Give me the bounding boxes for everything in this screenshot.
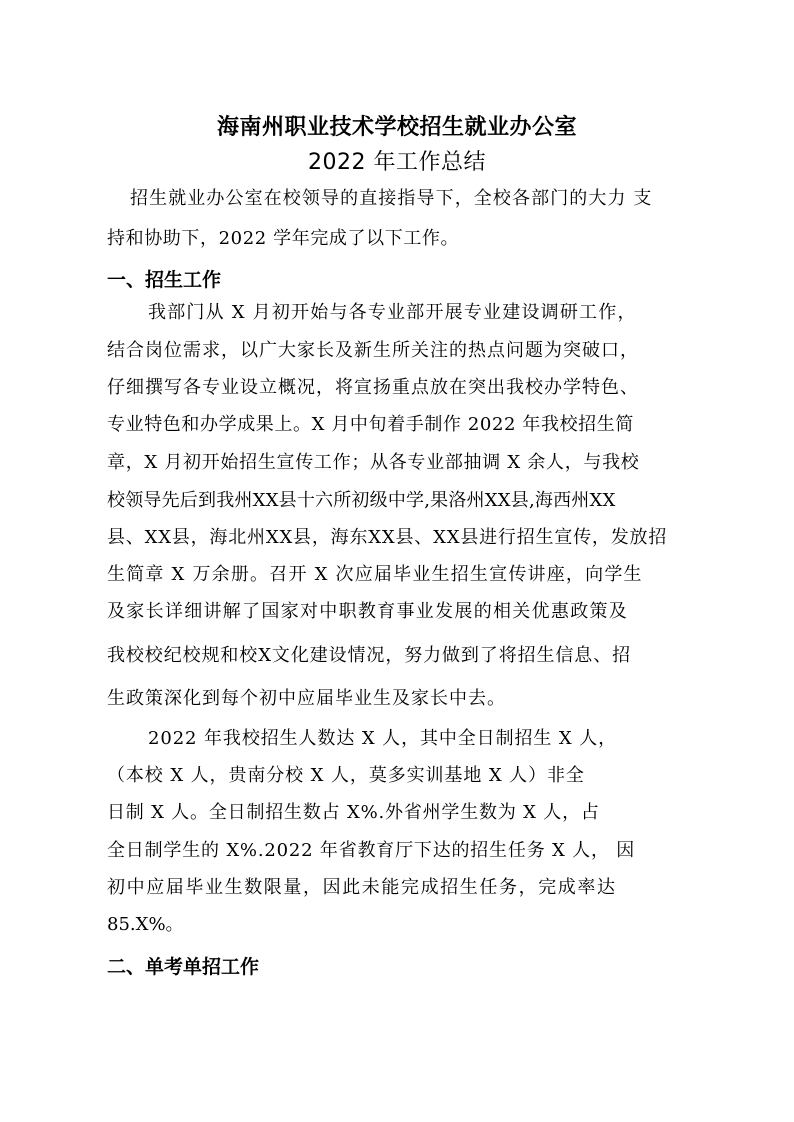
paragraph-line: 章，X 月初开始招生宣传工作；从各专业部抽调 X 余人，与我校 <box>107 452 640 473</box>
paragraph-line: 仔细撰写各专业设立概况，将宣扬重点放在突出我校办学特色、 <box>107 377 639 398</box>
paragraph-line: 日制 X 人。全日制招生数占 X%.外省州学生数为 X 人，占 <box>107 802 600 823</box>
paragraph-line: 我部门从 X 月初开始与各专业部开展专业建设调研工作， <box>148 302 637 323</box>
section-heading-single-exam: 二、单考单招工作 <box>107 956 260 978</box>
intro-line: 招生就业办公室在校领导的直接指导下，全校各部门的大力 支 <box>130 188 653 209</box>
document-subtitle: 2022 年工作总结 <box>308 150 486 175</box>
paragraph-line: 初中应届毕业生数限量，因此未能完成招生任务，完成率达 <box>107 877 617 898</box>
paragraph-line: 结合岗位需求，以广大家长及新生所关注的热点问题为突破口， <box>107 340 639 361</box>
paragraph-line: 县、XX县，海北州XX县，海东XX县、XX县进行招生宣传，发放招 <box>107 527 668 548</box>
paragraph-line: 及家长详细讲解了国家对中职教育事业发展的相关优惠政策及 <box>107 601 629 622</box>
paragraph-line: 全日制学生的 X%.2022 年省教育厅下达的招生任务 X 人， 因 <box>107 840 636 861</box>
document-title: 海南州职业技术学校招生就业办公室 <box>216 115 577 140</box>
intro-line: 持和协助下，2022 学年完成了以下工作。 <box>107 228 460 249</box>
paragraph-line: 生简章 X 万余册。召开 X 次应届毕业生招生宣传讲座，向学生 <box>107 564 643 585</box>
paragraph-line: 专业特色和办学成果上。X 月中旬着手制作 2022 年我校招生简 <box>107 414 634 435</box>
paragraph-line: （本校 X 人，贵南分校 X 人，莫多实训基地 X 人）非全 <box>107 765 585 786</box>
paragraph-line: 生政策深化到每个初中应届毕业生及家长中去。 <box>107 688 506 709</box>
paragraph-line: 2022 年我校招生人数达 X 人，其中全日制招生 X 人， <box>148 728 618 749</box>
paragraph-line: 我校校纪校规和校X文化建设情况，努力做到了将招生信息、招 <box>107 645 632 666</box>
paragraph-line: 校领导先后到我州XX县十六所初级中学,果洛州XX县,海西州XX <box>107 490 616 511</box>
paragraph-line: 85.X%。 <box>107 914 184 935</box>
section-heading-enrollment: 一、招生工作 <box>107 269 222 291</box>
